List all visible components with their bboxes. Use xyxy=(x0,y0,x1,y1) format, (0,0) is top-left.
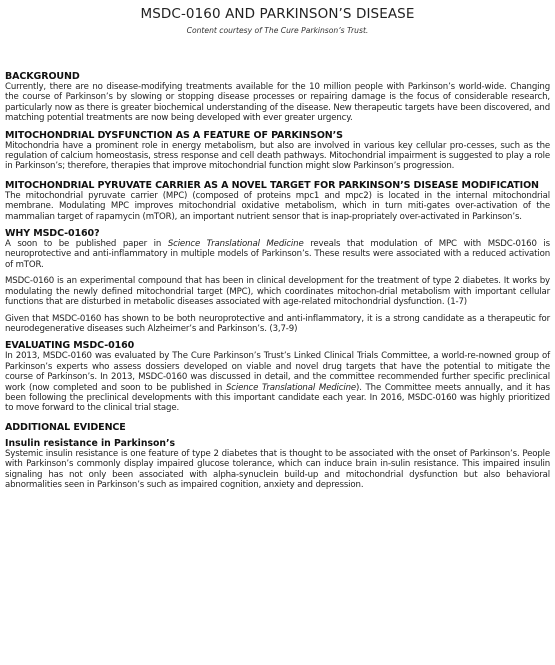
section-mpc xyxy=(5,180,550,222)
section-text: Mitochondria have a prominent role in energy metabolism, but also are involved in various key cellular pro-cesses, such as the regulation of calcium homeostasis, stress response and cell death pathways. Mitochondrial impairment is suggested to play a role in Parkinson’s; therefore, therapies that improve mitochondrial function might slow Parkinson’s progression. xyxy=(5,140,550,172)
section-text xyxy=(5,239,550,270)
section-evaluating xyxy=(5,340,550,413)
section-text xyxy=(5,351,550,413)
section-text: MSDC-0160 is an experimental compound that has been in clinical development for the treatment of type 2 diabetes. It works by modulating the newly defined mitochondrial target (MPC), which coordinates mitochon-drial metabolism with important cellular functions that are disturbed in metabolic diseases associated with age-related mitochondrial dysfunction. (1-7) xyxy=(5,276,550,308)
page-title: MSDC-0160 AND PARKINSON’S DISEASE xyxy=(140,6,415,22)
section-heading: EVALUATING MSDC-0160 xyxy=(5,340,135,352)
text-run: reveals that modulation of MPC with MSDC-0160 is neuroprotective and anti-inflammatory in multiple models of Parkinson’s. These results were associated with a reduced activation of mTOR. xyxy=(5,239,550,270)
section-background xyxy=(5,71,550,124)
text-run: In 2013, MSDC-0160 was evaluated by The Cure Parkinson’s Trust’s Linked Clinical Trials Committee, a world-re-nowned group of Parkinson’s experts who assess dossiers developed on viable and novel drug targets that have the potential to mitigate the course of Parkinson’s. In 2013, MSDC-0160 was discussed in detail, and the committee recommended further specific preclinical work (now completed and soon to be published in xyxy=(5,351,550,393)
section-text: Systemic insulin resistance is one feature of type 2 diabetes that is thought to be associated with the onset of Parkinson’s. People with Parkinson’s commonly display impaired glucose tolerance, which can induce brain in-sulin resistance. This impaired insulin signaling has not only been associated with alpha-synuclein build-up and mitochondrial dysfunction but also behavioral abnormalities seen in Parkinson’s such as impaired cognition, anxiety and depression. xyxy=(5,448,550,490)
section-subheading: Insulin resistance in Parkinson’s xyxy=(5,437,176,449)
section-heading: WHY MSDC-0160? xyxy=(5,228,100,240)
section-why xyxy=(5,228,550,334)
journal-title: Science Translational Medicine xyxy=(225,382,357,393)
section-heading: ADDITIONAL EVIDENCE xyxy=(5,421,126,433)
section-heading: MITOCHONDRIAL DYSFUNCTION AS A FEATURE OF PARKINSON’S xyxy=(5,129,343,141)
section-text: Given that MSDC-0160 has shown to be both neuroprotective and anti-inflammatory, it is a strong candidate as a therapeutic for neurodegenerative diseases such Alzheimer’s and Parkinson’s. (3,7-9) xyxy=(5,313,550,334)
section-text: The mitochondrial pyruvate carrier (MPC) (composed of proteins mpc1 and mpc2) is located in the internal mitochondrial membrane. Modulating MPC improves mitochondrial oxidative metabolism, which in turn miti-gates over-activation of the mammalian target of rapamycin (mTOR), an important nutrient sensor that is inap-propriately over-activated in Parkinson’s. xyxy=(5,190,550,222)
text-run: A soon to be published paper in xyxy=(5,239,168,250)
section-heading: BACKGROUND xyxy=(5,71,80,82)
section-heading: MITOCHONDRIAL PYRUVATE CARRIER AS A NOVEL TARGET FOR PARKINSON’S DISEASE MODIFICATION xyxy=(5,179,539,191)
section-additional xyxy=(5,422,550,491)
section-mito xyxy=(5,130,550,172)
page-subtitle: Content courtesy of The Cure Parkinson’s Trust. xyxy=(186,26,369,35)
section-text: Currently, there are no disease-modifying treatments available for the 10 million people with Parkinson’s world-wide. Changing the course of Parkinson’s by slowing or stopping disease processes or repairing damage is the focus of considerable research, particularly now as there is greater biochemical understanding of the disease. New therapeutic targets have been discovered, and matching potential treatments are now being developed with ever greater urgency. xyxy=(5,82,550,124)
journal-title: Science Translational Medicine xyxy=(167,239,304,250)
text-run: ). The Committee meets annually, and it has been following the preclinical developments with this important candidate each year. In 2016, MSDC-0160 was highly prioritized to move forward to the clinical trial stage. xyxy=(5,382,550,414)
